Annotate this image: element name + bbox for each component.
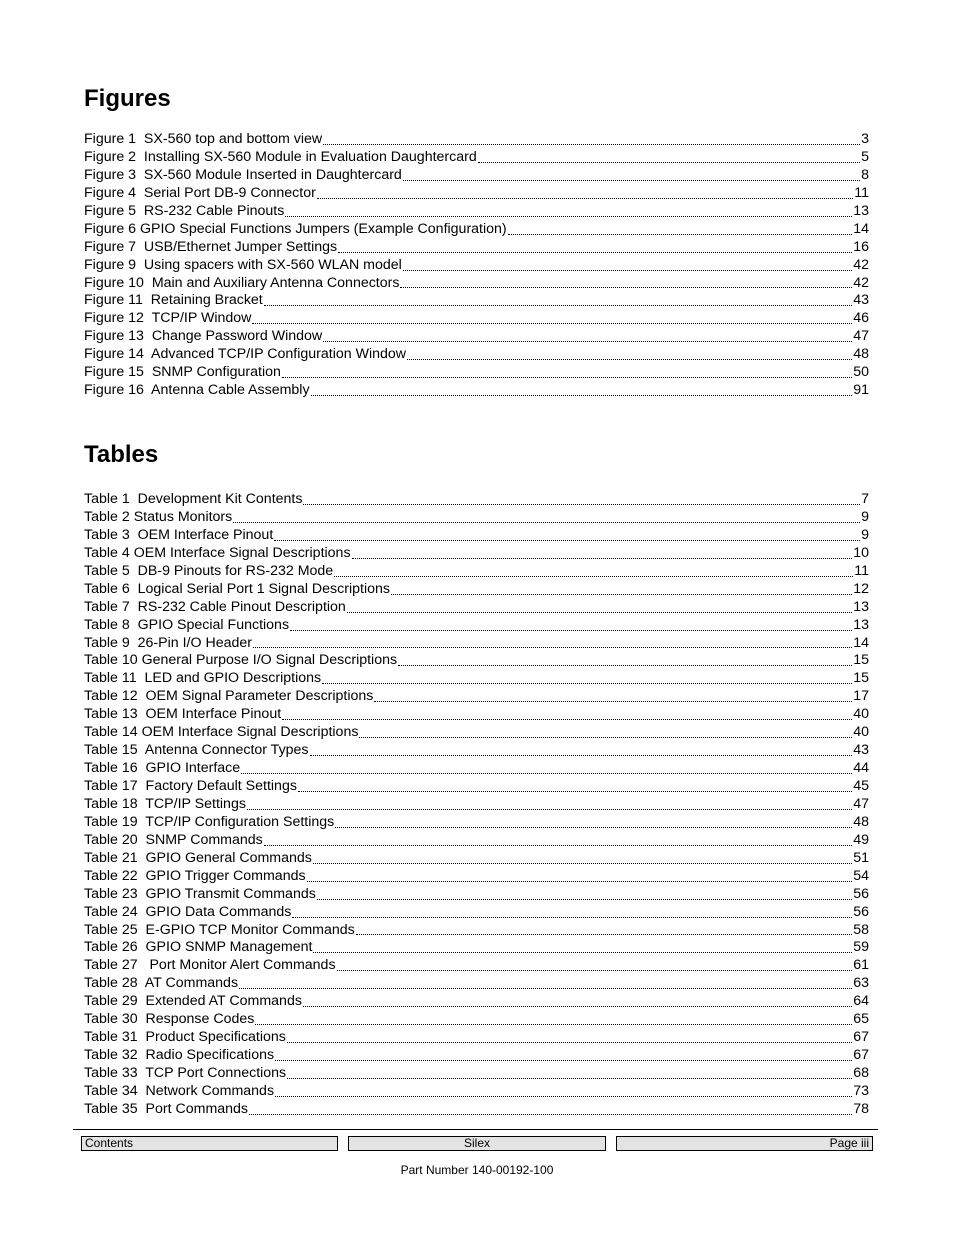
toc-entry-page-number: 68 bbox=[853, 1065, 869, 1081]
toc-entry-title: Table 8 GPIO Special Functions bbox=[84, 616, 290, 633]
dot-leader bbox=[311, 394, 853, 396]
table-toc-entry[interactable] bbox=[84, 563, 869, 581]
toc-entry-page-number: 67 bbox=[853, 1047, 869, 1064]
toc-entry-page-number: 14 bbox=[853, 634, 869, 651]
toc-entry-page-number: 59 bbox=[853, 939, 869, 956]
toc-entry-title: Table 4 OEM Interface Signal Descriptions bbox=[84, 544, 351, 561]
toc-entry-title: Figure 6 GPIO Special Functions Jumpers (Example Configuration) bbox=[84, 220, 507, 237]
toc-entry-title: Figure 11 Retaining Bracket bbox=[84, 292, 263, 309]
figure-toc-entry[interactable] bbox=[84, 185, 869, 203]
toc-entry-title: Figure 5 RS-232 Cable Pinouts bbox=[84, 202, 285, 219]
toc-entry-page-number: 9 bbox=[861, 526, 869, 543]
figure-toc-entry[interactable] bbox=[84, 310, 869, 328]
table-toc-entry[interactable] bbox=[84, 670, 869, 688]
figure-toc-entry[interactable] bbox=[84, 382, 869, 400]
table-toc-entry[interactable] bbox=[84, 491, 869, 509]
table-toc-entry[interactable] bbox=[84, 599, 869, 617]
dot-leader bbox=[356, 933, 853, 935]
figure-toc-entry[interactable] bbox=[84, 275, 869, 293]
table-toc-entry[interactable] bbox=[84, 904, 869, 922]
dot-leader bbox=[292, 916, 852, 918]
toc-entry-title: Table 15 Antenna Connector Types bbox=[84, 742, 309, 759]
table-toc-entry[interactable] bbox=[84, 832, 869, 850]
dot-leader bbox=[403, 179, 860, 181]
figure-toc-entry[interactable] bbox=[84, 292, 869, 310]
table-toc-entry[interactable] bbox=[84, 1011, 869, 1029]
toc-entry-page-number: 64 bbox=[853, 993, 869, 1010]
toc-entry-title: Table 6 Logical Serial Port 1 Signal Descriptions bbox=[84, 580, 390, 597]
figure-toc-entry[interactable] bbox=[84, 203, 869, 221]
toc-entry-title: Table 30 Response Codes bbox=[84, 1011, 255, 1028]
toc-entry-page-number: 42 bbox=[853, 274, 869, 291]
toc-entry-page-number: 54 bbox=[853, 867, 869, 884]
figures-list bbox=[84, 131, 869, 400]
toc-entry-page-number: 13 bbox=[853, 598, 869, 615]
dot-leader bbox=[403, 269, 852, 271]
toc-entry-title: Table 26 GPIO SNMP Management bbox=[84, 939, 313, 956]
toc-entry-title: Table 35 Port Commands bbox=[84, 1100, 249, 1117]
dot-leader bbox=[241, 772, 852, 774]
toc-entry-page-number: 8 bbox=[861, 166, 869, 183]
toc-entry-title: Figure 9 Using spacers with SX-560 WLAN model bbox=[84, 256, 402, 273]
toc-entry-page-number: 48 bbox=[853, 346, 869, 363]
dot-leader bbox=[290, 629, 852, 631]
toc-entry-page-number: 50 bbox=[853, 364, 869, 381]
toc-entry-title: Table 20 SNMP Commands bbox=[84, 831, 263, 848]
toc-entry-title: Figure 7 USB/Ethernet Jumper Settings bbox=[84, 238, 338, 255]
dot-leader bbox=[313, 951, 852, 953]
dot-leader bbox=[282, 376, 852, 378]
toc-entry-page-number: 17 bbox=[853, 688, 869, 705]
dot-leader bbox=[407, 358, 852, 360]
figure-toc-entry[interactable] bbox=[84, 328, 869, 346]
table-toc-entry[interactable] bbox=[84, 760, 869, 778]
table-toc-entry[interactable] bbox=[84, 742, 869, 760]
table-toc-entry[interactable] bbox=[84, 796, 869, 814]
toc-entry-title: Table 16 GPIO Interface bbox=[84, 760, 241, 777]
table-toc-entry[interactable] bbox=[84, 688, 869, 706]
table-toc-entry[interactable] bbox=[84, 778, 869, 796]
dot-leader bbox=[347, 611, 852, 613]
dot-leader bbox=[287, 1077, 852, 1079]
dot-leader bbox=[298, 790, 852, 792]
toc-entry-title: Figure 2 Installing SX-560 Module in Evaluation Daughtercard bbox=[84, 148, 477, 165]
table-toc-entry[interactable] bbox=[84, 939, 869, 957]
dot-leader bbox=[338, 251, 852, 253]
dot-leader bbox=[275, 1059, 852, 1061]
toc-entry-page-number: 10 bbox=[853, 544, 869, 561]
toc-entry-page-number: 56 bbox=[853, 885, 869, 902]
toc-entry-page-number: 45 bbox=[853, 778, 869, 794]
toc-entry-page-number: 61 bbox=[853, 957, 869, 974]
toc-entry-title: Figure 10 Main and Auxiliary Antenna Connectors bbox=[84, 274, 400, 291]
footer-page-label: Page iii bbox=[616, 1136, 873, 1151]
toc-entry-page-number: 5 bbox=[861, 148, 869, 165]
toc-entry-title: Table 9 26-Pin I/O Header bbox=[84, 634, 252, 651]
table-toc-entry[interactable] bbox=[84, 886, 869, 904]
figure-toc-entry[interactable] bbox=[84, 149, 869, 167]
toc-entry-title: Table 19 TCP/IP Configuration Settings bbox=[84, 813, 335, 830]
toc-entry-page-number: 73 bbox=[853, 1082, 869, 1099]
figure-toc-entry[interactable] bbox=[84, 239, 869, 257]
toc-entry-page-number: 56 bbox=[853, 903, 869, 920]
toc-entry-title: Table 5 DB-9 Pinouts for RS-232 Mode bbox=[84, 562, 334, 579]
dot-leader bbox=[253, 646, 852, 648]
toc-entry-page-number: 11 bbox=[854, 184, 869, 201]
toc-entry-page-number: 3 bbox=[861, 131, 869, 147]
toc-entry-page-number: 9 bbox=[861, 508, 869, 525]
dot-leader bbox=[249, 1113, 852, 1115]
toc-entry-page-number: 63 bbox=[853, 975, 869, 992]
toc-entry-page-number: 16 bbox=[853, 238, 869, 255]
toc-entry-title: Figure 13 Change Password Window bbox=[84, 328, 323, 345]
dot-leader bbox=[310, 754, 853, 756]
footer-company-label: Silex bbox=[348, 1136, 606, 1151]
dot-leader bbox=[317, 197, 853, 199]
toc-entry-title: Figure 16 Antenna Cable Assembly bbox=[84, 382, 310, 399]
figure-toc-entry[interactable] bbox=[84, 346, 869, 364]
dot-leader bbox=[264, 844, 852, 846]
toc-entry-title: Table 14 OEM Interface Signal Descriptions bbox=[84, 724, 359, 741]
toc-entry-page-number: 43 bbox=[853, 292, 869, 309]
toc-entry-title: Table 18 TCP/IP Settings bbox=[84, 795, 246, 812]
toc-entry-page-number: 11 bbox=[854, 562, 869, 579]
toc-entry-title: Table 3 OEM Interface Pinout bbox=[84, 526, 274, 543]
dot-leader bbox=[323, 340, 852, 342]
dot-leader bbox=[334, 575, 853, 577]
toc-entry-title: Table 24 GPIO Data Commands bbox=[84, 903, 292, 920]
toc-entry-title: Table 33 TCP Port Connections bbox=[84, 1065, 287, 1081]
dot-leader bbox=[313, 862, 852, 864]
tables-list bbox=[84, 491, 869, 1119]
dot-leader bbox=[317, 898, 852, 900]
figure-toc-entry[interactable] bbox=[84, 257, 869, 275]
toc-entry-page-number: 51 bbox=[853, 849, 869, 866]
toc-entry-title: Table 2 Status Monitors bbox=[84, 508, 233, 525]
dot-leader bbox=[323, 143, 860, 145]
dot-leader bbox=[247, 808, 852, 810]
toc-entry-title: Table 32 Radio Specifications bbox=[84, 1047, 275, 1064]
dot-leader bbox=[391, 593, 852, 595]
toc-entry-title: Figure 4 Serial Port DB-9 Connector bbox=[84, 184, 316, 201]
toc-entry-page-number: 47 bbox=[853, 795, 869, 812]
table-toc-entry[interactable] bbox=[84, 706, 869, 724]
toc-entry-title: Table 34 Network Commands bbox=[84, 1082, 275, 1099]
toc-entry-page-number: 78 bbox=[853, 1100, 869, 1117]
toc-entry-title: Table 25 E-GPIO TCP Monitor Commands bbox=[84, 921, 355, 938]
dot-leader bbox=[352, 557, 853, 559]
toc-entry-page-number: 58 bbox=[853, 921, 869, 938]
dot-leader bbox=[303, 1005, 852, 1007]
table-toc-entry[interactable] bbox=[84, 850, 869, 868]
toc-entry-title: Table 1 Development Kit Contents bbox=[84, 491, 303, 507]
toc-entry-page-number: 40 bbox=[853, 706, 869, 723]
dot-leader bbox=[508, 233, 853, 235]
toc-entry-title: Table 27 Port Monitor Alert Commands bbox=[84, 957, 336, 974]
table-toc-entry[interactable] bbox=[84, 1047, 869, 1065]
dot-leader bbox=[335, 826, 852, 828]
toc-entry-page-number: 43 bbox=[853, 742, 869, 759]
toc-entry-page-number: 7 bbox=[861, 491, 869, 507]
dot-leader bbox=[233, 521, 860, 523]
table-toc-entry[interactable] bbox=[84, 724, 869, 742]
toc-entry-page-number: 14 bbox=[853, 220, 869, 237]
footer-section-label: Contents bbox=[81, 1136, 338, 1151]
table-toc-entry[interactable] bbox=[84, 957, 869, 975]
table-toc-entry[interactable] bbox=[84, 868, 869, 886]
tables-heading: Tables bbox=[84, 441, 159, 468]
toc-entry-page-number: 12 bbox=[853, 580, 869, 597]
toc-entry-title: Table 28 AT Commands bbox=[84, 975, 239, 992]
dot-leader bbox=[322, 682, 852, 684]
figures-heading: Figures bbox=[84, 85, 171, 112]
toc-entry-title: Figure 3 SX-560 Module Inserted in Daughtercard bbox=[84, 166, 402, 183]
dot-leader bbox=[264, 304, 852, 306]
dot-leader bbox=[252, 322, 852, 324]
toc-entry-page-number: 40 bbox=[853, 724, 869, 741]
toc-entry-page-number: 15 bbox=[853, 670, 869, 687]
toc-entry-title: Table 23 GPIO Transmit Commands bbox=[84, 885, 316, 902]
toc-entry-page-number: 91 bbox=[853, 382, 869, 399]
toc-entry-title: Table 31 Product Specifications bbox=[84, 1029, 286, 1046]
dot-leader bbox=[478, 161, 860, 163]
toc-entry-page-number: 44 bbox=[853, 760, 869, 777]
footer-divider bbox=[73, 1129, 878, 1130]
toc-entry-page-number: 48 bbox=[853, 813, 869, 830]
toc-entry-page-number: 49 bbox=[853, 831, 869, 848]
dot-leader bbox=[282, 718, 852, 720]
toc-entry-title: Table 12 OEM Signal Parameter Descriptions bbox=[84, 688, 374, 705]
table-toc-entry[interactable] bbox=[84, 1065, 869, 1083]
part-number: Part Number 140-00192-100 bbox=[400, 1163, 554, 1177]
table-toc-entry[interactable] bbox=[84, 922, 869, 940]
toc-entry-page-number: 13 bbox=[853, 202, 869, 219]
table-toc-entry[interactable] bbox=[84, 652, 869, 670]
dot-leader bbox=[287, 1041, 852, 1043]
dot-leader bbox=[275, 1095, 852, 1097]
toc-entry-title: Figure 1 SX-560 top and bottom view bbox=[84, 131, 323, 147]
toc-entry-title: Table 29 Extended AT Commands bbox=[84, 993, 302, 1010]
toc-entry-title: Table 7 RS-232 Cable Pinout Description bbox=[84, 598, 346, 615]
dot-leader bbox=[285, 215, 852, 217]
table-toc-entry[interactable] bbox=[84, 581, 869, 599]
table-toc-entry[interactable] bbox=[84, 545, 869, 563]
dot-leader bbox=[400, 286, 852, 288]
toc-entry-title: Table 21 GPIO General Commands bbox=[84, 849, 312, 866]
toc-entry-title: Table 22 GPIO Trigger Commands bbox=[84, 867, 306, 884]
toc-entry-title: Table 11 LED and GPIO Descriptions bbox=[84, 670, 322, 687]
toc-entry-title: Table 10 General Purpose I/O Signal Descriptions bbox=[84, 652, 398, 669]
figure-toc-entry[interactable] bbox=[84, 364, 869, 382]
toc-entry-page-number: 67 bbox=[853, 1029, 869, 1046]
dot-leader bbox=[274, 539, 860, 541]
toc-entry-page-number: 47 bbox=[853, 328, 869, 345]
table-toc-entry[interactable] bbox=[84, 993, 869, 1011]
table-toc-entry[interactable] bbox=[84, 814, 869, 832]
toc-entry-title: Figure 12 TCP/IP Window bbox=[84, 310, 252, 327]
table-toc-entry[interactable] bbox=[84, 617, 869, 635]
figure-toc-entry[interactable] bbox=[84, 131, 869, 149]
toc-entry-title: Figure 15 SNMP Configuration bbox=[84, 364, 281, 381]
dot-leader bbox=[303, 503, 860, 505]
toc-entry-page-number: 15 bbox=[853, 652, 869, 669]
toc-entry-page-number: 42 bbox=[853, 256, 869, 273]
table-toc-entry[interactable] bbox=[84, 975, 869, 993]
toc-entry-title: Table 13 OEM Interface Pinout bbox=[84, 706, 282, 723]
table-toc-entry[interactable] bbox=[84, 527, 869, 545]
dot-leader bbox=[374, 700, 852, 702]
table-toc-entry[interactable] bbox=[84, 1101, 869, 1119]
figure-toc-entry[interactable] bbox=[84, 167, 869, 185]
table-toc-entry[interactable] bbox=[84, 1029, 869, 1047]
figure-toc-entry[interactable] bbox=[84, 221, 869, 239]
dot-leader bbox=[337, 969, 853, 971]
dot-leader bbox=[307, 880, 853, 882]
dot-leader bbox=[359, 736, 852, 738]
table-toc-entry[interactable] bbox=[84, 509, 869, 527]
toc-entry-title: Table 17 Factory Default Settings bbox=[84, 778, 297, 794]
toc-entry-title: Figure 14 Advanced TCP/IP Configuration Window bbox=[84, 346, 407, 363]
table-toc-entry[interactable] bbox=[84, 1083, 869, 1101]
toc-entry-page-number: 65 bbox=[853, 1011, 869, 1028]
table-toc-entry[interactable] bbox=[84, 635, 869, 653]
dot-leader bbox=[398, 664, 852, 666]
toc-entry-page-number: 13 bbox=[853, 616, 869, 633]
toc-entry-page-number: 46 bbox=[853, 310, 869, 327]
dot-leader bbox=[239, 987, 852, 989]
dot-leader bbox=[255, 1023, 852, 1025]
